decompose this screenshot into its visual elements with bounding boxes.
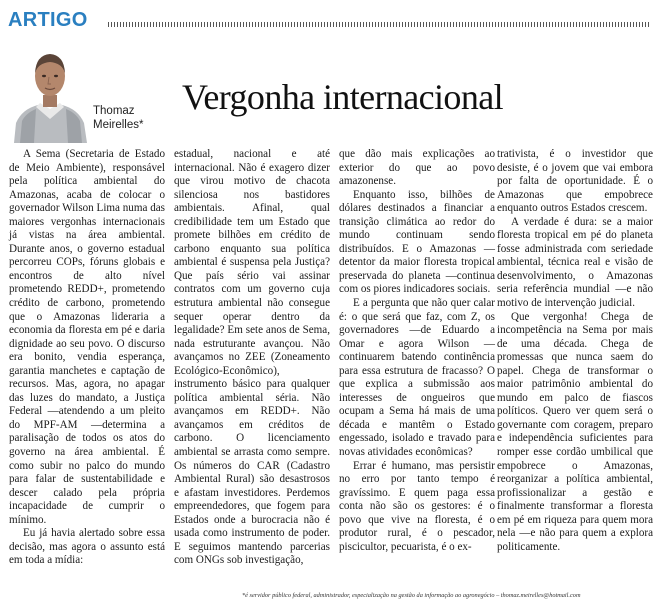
paragraph: Errar é humano, mas persistir no erro por tanto tempo é gravíssimo. E quem paga essa conta não são os gestores: é o povo que vive na floresta, é o produtor rural, é o pescador, piscicultor, pecuarista, é o ex- bbox=[339, 459, 495, 553]
text-column-2 bbox=[174, 148, 330, 568]
author-last-name: Meirelles* bbox=[93, 119, 144, 131]
author-photo bbox=[12, 43, 89, 143]
paragraph: estadual, nacional e até internacional. Não é exagero dizer que virou motivo de chacota silenciosa nos bastidores ambientais. Afinal, qual credibilidade tem um Estado que promete bilhões em crédito de carbono enquanto sua política ambiental é suspensa pela Justiça? Que país sério vai assinar contratos com um governo cuja estrutura ambiental não consegue sequer operar dentro da legalidade? Em sete anos de Sema, nada estruturante avançou. Não avançamos no ZEE (Zoneamento Ecológico-Econômico), instrumento básico para qualquer política ambiental séria. Não avançamos em REDD+. Não avançamos em créditos de carbono. O licenciamento ambiental se arrasta como sempre. Os números do CAR (Cadastro Ambiental Rural) são desastrosos e afastam investidores. Perdemos empreendedores, que fogem para Estados onde a burocracia não é usada como instrumento de poder. E seguimos mantendo parcerias com ONGs sob investigação, bbox=[174, 148, 330, 567]
paragraph: A verdade é dura: se a maior floresta tropical em pé do planeta fosse administrada com seriedade ambiental, técnica real e visão de desenvolvimento, o Amazonas seria referência mundial —e não motivo de intervenção judicial. bbox=[497, 215, 653, 310]
author-first-name: Thomaz bbox=[93, 105, 135, 117]
section-label: ARTIGO bbox=[8, 9, 88, 31]
author-byline bbox=[93, 104, 144, 132]
author-footnote: *é servidor público federal, administrador, especialização na gestão da informação ao agronegócio – thomaz.meirelles@hotmail.com bbox=[242, 592, 581, 599]
paragraph: que dão mais explicações ao exterior do que ao povo amazonense. bbox=[339, 148, 495, 188]
article-headline: Vergonha internacional bbox=[182, 77, 504, 117]
paragraph: Eu já havia alertado sobre essa decisão, mas agora o assunto está em toda a mídia: bbox=[9, 527, 165, 567]
paragraph: Que vergonha! Chega de incompetência na Sema por mais de uma década. Chega de promessas que nunca saem do papel. Chega de transformar o maior patrimônio ambiental do mundo em palco de fiascos políticos. Quero ver quem será o governante com coragem, preparo e independência suficientes para romper esse cordão umbilical que empobrece o Amazonas, reorganizar a política ambiental, profissionalizar a gestão e finalmente transformar a floresta em pé em riqueza para quem mora nela —e não para quem a explora politicamente. bbox=[497, 310, 653, 553]
paragraph: Enquanto isso, bilhões de dólares destinados a financiar a transição climática ao redor do mundo continuam sendo distribuídos. E o Amazonas —detentor da maior floresta tropical preservada do planeta —continua com os piores indicadores sociais. bbox=[339, 188, 495, 296]
author-portrait-image bbox=[12, 43, 89, 143]
text-column-1 bbox=[9, 148, 165, 568]
section-divider bbox=[108, 22, 649, 27]
text-column-3 bbox=[339, 148, 495, 554]
paragraph: E a pergunta que não quer calar é: o que será que faz, com Z, os governadores —de Eduardo a Omar e agora Wilson —continuarem batendo continência para essa estrutura de fracasso? O que explica a submissão aos interesses de ongueiros que ocupam a Sema há mais de uma década e mantêm o Estado engessado, isolado e travado para novas atividades econômicas? bbox=[339, 297, 495, 459]
text-column-4 bbox=[497, 148, 653, 554]
paragraph: A Sema (Secretaria de Estado de Meio Ambiente), responsável pela política ambiental do Amazonas, acaba de colocar o governador Wilson Lima numa das maiores vergonhas internacionais já vistas na área ambiental. Durante anos, o governo estadual percorreu COPs, fóruns globais e encontros de alto nível prometendo REDD+, prometendo crédito de carbono, prometendo que o Amazonas lideraria a economia da floresta em pé e daria dignidade ao seu povo. O discurso era bonito, vendia esperança, garantia manchetes e captação de recursos. Mas, agora, no apagar das luzes do mandato, a Justiça Federal —atendendo a um pleito do MPF-AM —determina a paralisação de todos os atos do governo na área ambiental. É como subir no palco do mundo para falar de sustentabilidade e descer calado pela própria incapacidade de cumprir o mínimo. bbox=[9, 148, 165, 526]
paragraph: trativista, é o investidor que desiste, é o jovem que vai embora por falta de oportunidade. É o Amazonas que empobrece enquanto outros Estados crescem. bbox=[497, 148, 653, 215]
